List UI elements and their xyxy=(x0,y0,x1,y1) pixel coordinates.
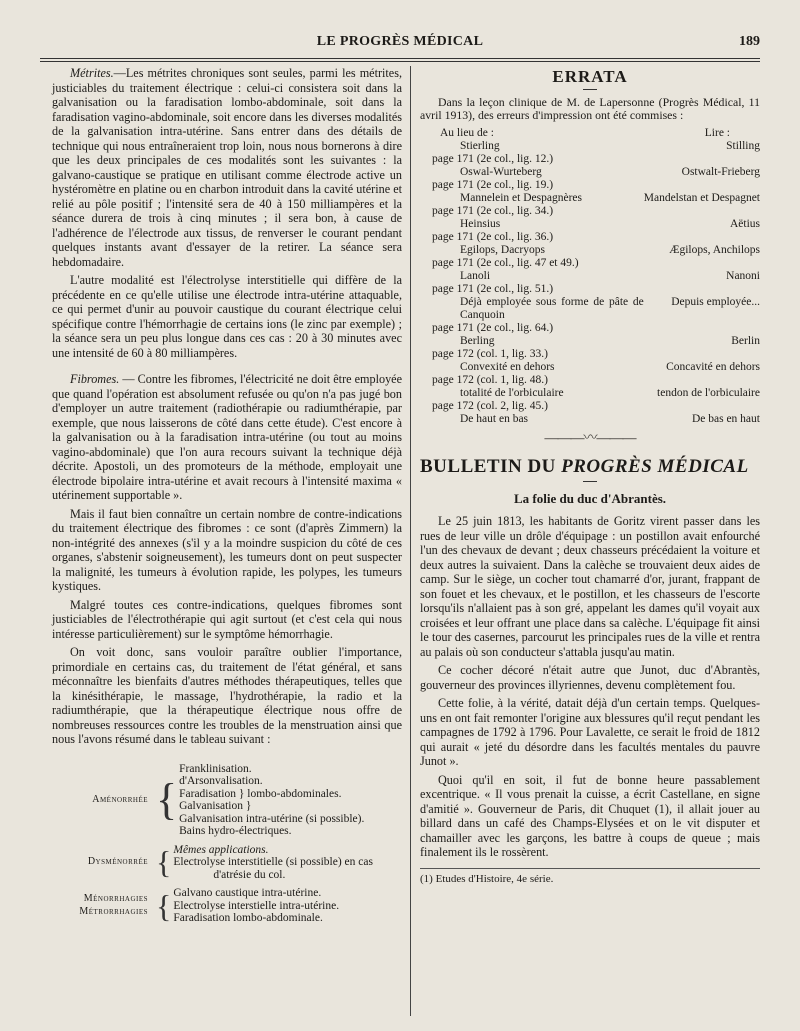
errata-ref: page 172 (col. 1, lig. 33.) xyxy=(432,347,548,360)
errata-row xyxy=(420,218,760,231)
errata-wrong: Lanoli xyxy=(460,269,491,282)
ornament-rule: ———〰——— xyxy=(544,430,636,446)
errata-ref: page 171 (2e col., lig. 19.) xyxy=(432,178,554,191)
errata-correct: Aëtius xyxy=(729,217,760,230)
paragraph-electrolyse: L'autre modalité est l'électrolyse interstitielle qui diffère de la précédente en ce qu'elle utilise une électrode intra-utérine attaquable, ce qui permet d'unir au pouvoir caustique du courant électrique celui spécifique contre l'hémorrhagie de certains ions (le zinc par exemple) ; la séance sera un peu plus longue dans ces cas : 20 à 30 minutes avec une intensité de 60 à 80 milliampères. xyxy=(52,273,402,360)
errata-wrong: Egilops, Dacryops xyxy=(460,243,545,256)
errata-ref: page 171 (2e col., lig. 36.) xyxy=(432,230,554,243)
errata-ref: page 171 (2e col., lig. 34.) xyxy=(432,204,554,217)
errata-correct: Mandelstan et Despagnet xyxy=(643,191,760,204)
errata-row xyxy=(420,387,760,400)
errata-row xyxy=(420,166,760,179)
errata-ref-row xyxy=(420,322,760,335)
errata-table xyxy=(420,127,760,426)
errata-body xyxy=(420,140,760,426)
table-label: Aménorrhée xyxy=(92,793,148,805)
errata-wrong: Berling xyxy=(460,334,495,347)
errata-ref: page 171 (2e col., lig. 12.) xyxy=(432,152,554,165)
errata-wrong: Convexité en dehors xyxy=(460,360,555,373)
errata-wrong: Oswal-Wurteberg xyxy=(460,165,542,178)
errata-row xyxy=(420,244,760,257)
errata-col-wrong: Au lieu de : xyxy=(440,126,494,139)
table-item: Franklinisation. xyxy=(179,762,252,775)
errata-ref: page 171 (2e col., lig. 47 et 49.) xyxy=(432,256,579,269)
errata-correct: Stilling xyxy=(726,139,760,152)
left-column xyxy=(52,66,402,931)
errata-correct: tendon de l'orbiculaire xyxy=(657,386,760,399)
table-items xyxy=(179,763,364,838)
errata-wrong: Heinsius xyxy=(460,217,501,230)
errata-wrong: Déjà employée sous forme de pâte de Canquoin xyxy=(460,295,644,321)
errata-ref: page 171 (2e col., lig. 64.) xyxy=(432,321,554,334)
errata-ref-row xyxy=(420,179,760,192)
fibromes-text: — Contre les fibromes, l'électricité ne doit être employée que quand l'opération est absolument refusée ou qu'on n'a pas jugé bon d'employer un autre traitement (radiothérapie ou radiumthérapie, par exemple, que nous laisserons de côté dans cette étude). C'est encore à la galvanisation ou à la faradisation intra-utérine (ou tout au moins vagino-abdominale) que l'on aura recours suivant la technique déjà décrite. Apostoli, un des promoteurs de la méthode, employait une électrode bipolaire intra-utérine et avait recours à l'intensité maxima « utérinement supportable ». xyxy=(52,372,402,502)
errata-row xyxy=(420,361,760,374)
errata-ref-row xyxy=(420,153,760,166)
table-item: d'Arsonvalisation. xyxy=(179,775,263,787)
brace-icon: { xyxy=(156,775,178,824)
table-item: d'atrésie du col. xyxy=(213,868,286,881)
errata-title: ERRATA xyxy=(552,67,628,86)
errata-ref: page 171 (2e col., lig. 51.) xyxy=(432,282,554,295)
errata-ref-row xyxy=(420,257,760,270)
errata-row xyxy=(420,140,760,153)
errata-row xyxy=(420,192,760,205)
treatment-table xyxy=(52,763,402,925)
article-paragraph: Quoi qu'il en soit, il fut de bonne heure passablement excentrique. « Il vous prenait la cuisse, a écrit Castellane, en signe d'amitié ». Gouverneur de Paris, dit Chuquet (1), il allait jouer au billard dans un café des Champs-Elysées et on le vit disputer et chamailler avec les garçons, les battre à coups de queue ; mais finalement ils le rossèrent. xyxy=(420,772,760,859)
errata-header-row xyxy=(420,127,760,140)
footnote: (1) Etudes d'Histoire, 4e série. xyxy=(420,868,760,887)
article-paragraph: Le 25 juin 1813, les habitants de Goritz virent passer dans les rues de leur ville un drôle d'équipage : un postillon avait enfourché l'un des chevaux de devant ; deux chasseurs précédaient la voiture et deux autres la suivaient. Dans la calèche se trouvaient deux aides de camp. Sur le siège, un cocher tout chamarré d'or, jurant, frappant de son fouet et les chevaux, et le postillon, et les chasseurs de l'escorte lorsqu'ils n'allaient pas à son gré, appelant les dames qu'il voyait aux croisées et leur offrant une place dans sa calèche. L'équipage fit ainsi le tour des casernes, parcourut les principales rues de la ville et rentra au palais où son conducteur s'attabla jusqu'au matin. xyxy=(420,514,760,659)
journal-title: LE PROGRÈS MÉDICAL xyxy=(316,34,484,49)
errata-correct: De bas en haut xyxy=(691,412,760,425)
errata-ref-row xyxy=(420,374,760,387)
errata-col-right: Lire : xyxy=(704,126,730,139)
article-paragraph: Ce cocher décoré n'était autre que Junot, duc d'Abrantès, gouverneur des provinces illyriennes, devenu complètement fou. xyxy=(420,663,760,692)
errata-correct: Berlin xyxy=(731,334,760,347)
errata-ref-row xyxy=(420,400,760,413)
errata-correct: Ostwalt-Frieberg xyxy=(681,165,760,178)
table-item: Galvanisation intra-utérine (si possible). xyxy=(179,812,365,825)
table-item: Galvano caustique intra-utérine. xyxy=(173,887,322,899)
table-item: Faradisation } lombo-abdominales. xyxy=(179,787,342,800)
errata-correct: Ægilops, Anchilops xyxy=(669,243,760,256)
errata-intro: Dans la leçon clinique de M. de Lapersonne (Progrès Médical, 11 avril 1913), des erreurs d'impression ont été commises : xyxy=(420,94,760,122)
bulletin-rule xyxy=(583,481,597,482)
errata-row xyxy=(420,270,760,283)
article-title: La folie du duc d'Abrantès. xyxy=(513,490,667,506)
paragraph-conclusion: On voit donc, sans vouloir paraître oublier l'importance, primordiale en certains cas, du traitement de l'état général, et sans méconnaître les bienfaits d'autres méthodes thérapeutiques, telles que la kinésithérapie, le massage, l'hydrothérapie, la radio et la radiumthérapie, que la thérapeutique électrique nous offre de nombreuses ressources contre les troubles de la menstruation ainsi que nous l'avons résumé dans le tableau suivant : xyxy=(52,645,402,746)
article-paragraph: Cette folie, à la vérité, datait déjà d'un certain temps. Quelques-uns en ont fait remonter l'origine aux blessures qu'il reçut pendant les campagnes de 1792 à 1796. Pour Lavalette, ce serait le froid de 1812 qui aurait « jeté du désordre dans les facultés mentales du pauvre Junot ». xyxy=(420,696,760,768)
right-column xyxy=(420,66,760,886)
table-row-dysmenorree xyxy=(52,844,402,882)
errata-correct: Concavité en dehors xyxy=(666,360,760,373)
page-header xyxy=(40,34,760,56)
errata-ref-row xyxy=(420,348,760,361)
table-label: Dysménorrée xyxy=(87,856,148,867)
errata-row xyxy=(420,413,760,426)
table-item: Faradisation lombo-abdominale. xyxy=(173,912,323,924)
errata-row xyxy=(420,296,760,322)
page-number: 189 xyxy=(739,34,760,49)
table-item: Mêmes applications. xyxy=(173,843,269,856)
errata-row xyxy=(420,335,760,348)
paragraph-fibromes xyxy=(52,372,402,503)
errata-ref-row xyxy=(420,231,760,244)
header-rule xyxy=(40,58,760,59)
table-item: Bains hydro-électriques. xyxy=(179,825,292,837)
errata-correct: Depuis employée... xyxy=(671,295,760,308)
table-label: Ménorrhagies Métrorrhagies xyxy=(79,893,148,917)
table-items xyxy=(173,887,339,925)
section-label-fibromes: Fibromes. xyxy=(70,372,120,386)
header-rule-double xyxy=(40,61,760,62)
errata-wrong: Stierling xyxy=(460,139,500,152)
brace-icon: { xyxy=(156,844,172,881)
column-divider xyxy=(410,66,411,1016)
errata-ref-row xyxy=(420,283,760,296)
errata-wrong: De haut en bas xyxy=(460,412,529,425)
errata-ref: page 172 (col. 1, lig. 48.) xyxy=(432,373,548,386)
table-row-menorrhagies xyxy=(52,887,402,925)
errata-ref: page 172 (col. 2, lig. 45.) xyxy=(432,399,548,412)
errata-ref-row xyxy=(420,205,760,218)
errata-correct: Nanoni xyxy=(726,269,760,282)
errata-rule xyxy=(583,89,597,90)
table-item: Galvanisation } xyxy=(179,800,252,812)
bulletin-journal-name: PROGRÈS MÉDICAL xyxy=(561,456,749,477)
brace-icon: { xyxy=(156,887,172,924)
paragraph-malgre: Malgré toutes ces contre-indications, quelques fibromes sont justiciables de l'électrothérapie qui agit surtout (et c'est cela qui nous intéresse particulièrement) sur le symptôme hémorrhagie. xyxy=(52,597,402,641)
metrites-text: —Les métrites chroniques sont seules, parmi les métrites, justiciables du traitement électrique : celui-ci consistera soit dans la galvanisation ou la faradisation lombo-abdominale, soit dans la faradisation vagino-abdominale, soit encore dans les diverses modalités de la galvanisation intra-utérine. Sans entrer dans des détails de technique qui nous entraîneraient trop loin, nous nous bornerons à dire que les deux principales de ces modalités sont les suivantes : la galvano-caustique se pratique en utilisant comme électrode active un hystéromètre en platine ou en charbon introduit dans la cavité utérine et relié au pôle positif ; l'intensité sera de 40 à 150 milliampères et la séance durera de trois à cinq minutes ; il sera bon, à cause de l'adhérence de l'électrode aux tissus, de renverser le courant pendant quelques instants avant d'essayer de la retirer. La séance sera hebdomadaire. xyxy=(52,66,402,269)
bulletin-heading xyxy=(420,456,760,477)
table-item: Electrolyse interstielle intra-utérine. xyxy=(173,899,340,912)
table-row-amenorrhee xyxy=(52,763,402,838)
errata-wrong: Mannelein et Despagnères xyxy=(460,191,582,204)
section-label-metrites: Métrites. xyxy=(70,66,114,80)
paragraph-metrites xyxy=(52,66,402,269)
paragraph-contre-indications: Mais il faut bien connaître un certain nombre de contre-indications du traitement électrique des fibromes : ce sont (d'après Zimmern) la non-intégrité des annexes (s'il y a la moindre suspicion du côté de ces organes, s'abstenir soigneusement), les tumeurs dont on peut suspecter la malignité, les tumeurs à évolution rapide, les polypes, les tumeurs kystiques. xyxy=(52,506,402,593)
table-items xyxy=(173,844,373,882)
errata-wrong: totalité de l'orbiculaire xyxy=(460,386,564,399)
bulletin-prefix: BULLETIN DU xyxy=(420,456,562,477)
table-item: Electrolyse interstitielle (si possible) en cas xyxy=(173,856,373,868)
